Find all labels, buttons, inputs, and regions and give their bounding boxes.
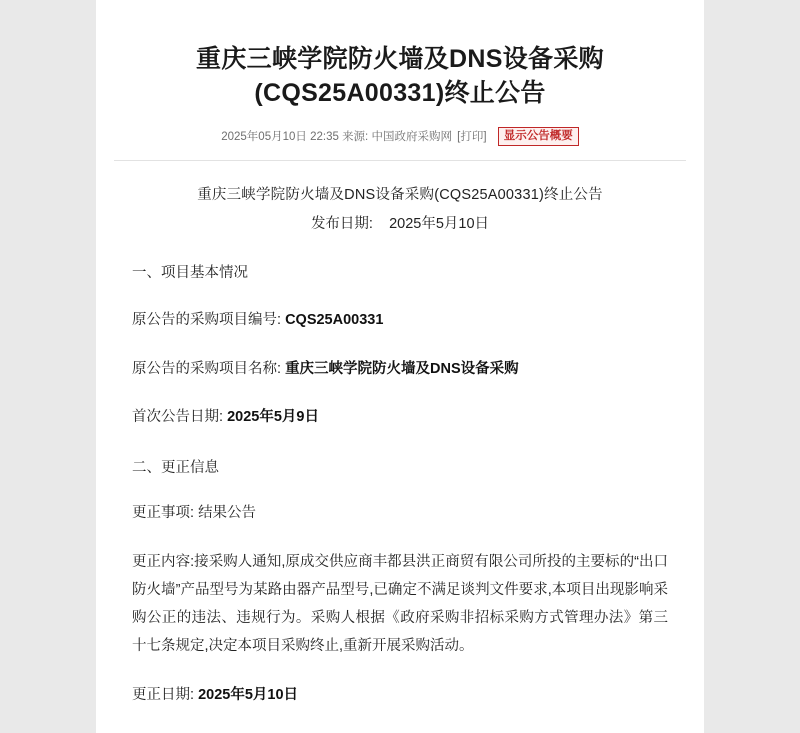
article-body (96, 161, 704, 733)
project-number-label: 原公告的采购项目编号: (132, 312, 282, 329)
document-publish-date (132, 212, 668, 237)
change-date-label: 更正日期: (132, 686, 195, 703)
headline-container (96, 0, 704, 161)
page-title: 重庆三峡学院防火墙及DNS设备采购(CQS25A00331)终止公告 (196, 44, 604, 107)
source-label: 来源: (342, 131, 369, 143)
publish-datetime: 2025年05月10日 22:35 (221, 131, 339, 143)
project-name-row (132, 355, 668, 383)
section-heading-one: 一、项目基本情况 (132, 265, 248, 282)
first-notice-row (132, 403, 668, 431)
publish-date-label: 发布日期: (310, 215, 373, 232)
first-notice-value: 2025年5月9日 (227, 408, 319, 425)
change-item-value: 结果公告 (198, 505, 257, 522)
project-name-label: 原公告的采购项目名称: (132, 360, 282, 377)
change-content-label: 更正内容: (132, 553, 195, 570)
article-meta (114, 127, 686, 146)
section-heading-two: 二、更正信息 (132, 460, 219, 477)
first-notice-label: 首次公告日期: (132, 408, 224, 425)
project-number-value: CQS25A00331 (285, 312, 384, 329)
show-summary-badge[interactable]: 显示公告概要 (498, 127, 579, 146)
change-item-label: 更正事项: (132, 505, 195, 522)
document-title: 重庆三峡学院防火墙及DNS设备采购(CQS25A00331)终止公告 (197, 187, 603, 203)
change-item-row (132, 499, 668, 527)
project-number-row (132, 306, 668, 334)
print-button[interactable]: [打印] (457, 131, 487, 143)
change-date-value: 2025年5月10日 (198, 686, 299, 703)
article-sheet (96, 0, 704, 733)
source-name: 中国政府采购网 (371, 131, 452, 143)
change-content-row (132, 548, 668, 661)
change-date-row (132, 681, 668, 709)
change-content-value: 接采购人通知,原成交供应商丰都县洪正商贸有限公司所投的主要标的“出口防火墙”产品型号为某路由器产品型号,已确定不满足谈判文件要求,本项目出现影响采购公正的违法、违规行为。采购人根据《政府采购非招标采购方式管理办法》第三十七条规定,决定本项目采购终止,重新开展采购活动。 (132, 553, 669, 655)
publish-date-value: 2025年5月10日 (389, 215, 490, 232)
project-name-value: 重庆三峡学院防火墙及DNS设备采购 (285, 360, 519, 377)
